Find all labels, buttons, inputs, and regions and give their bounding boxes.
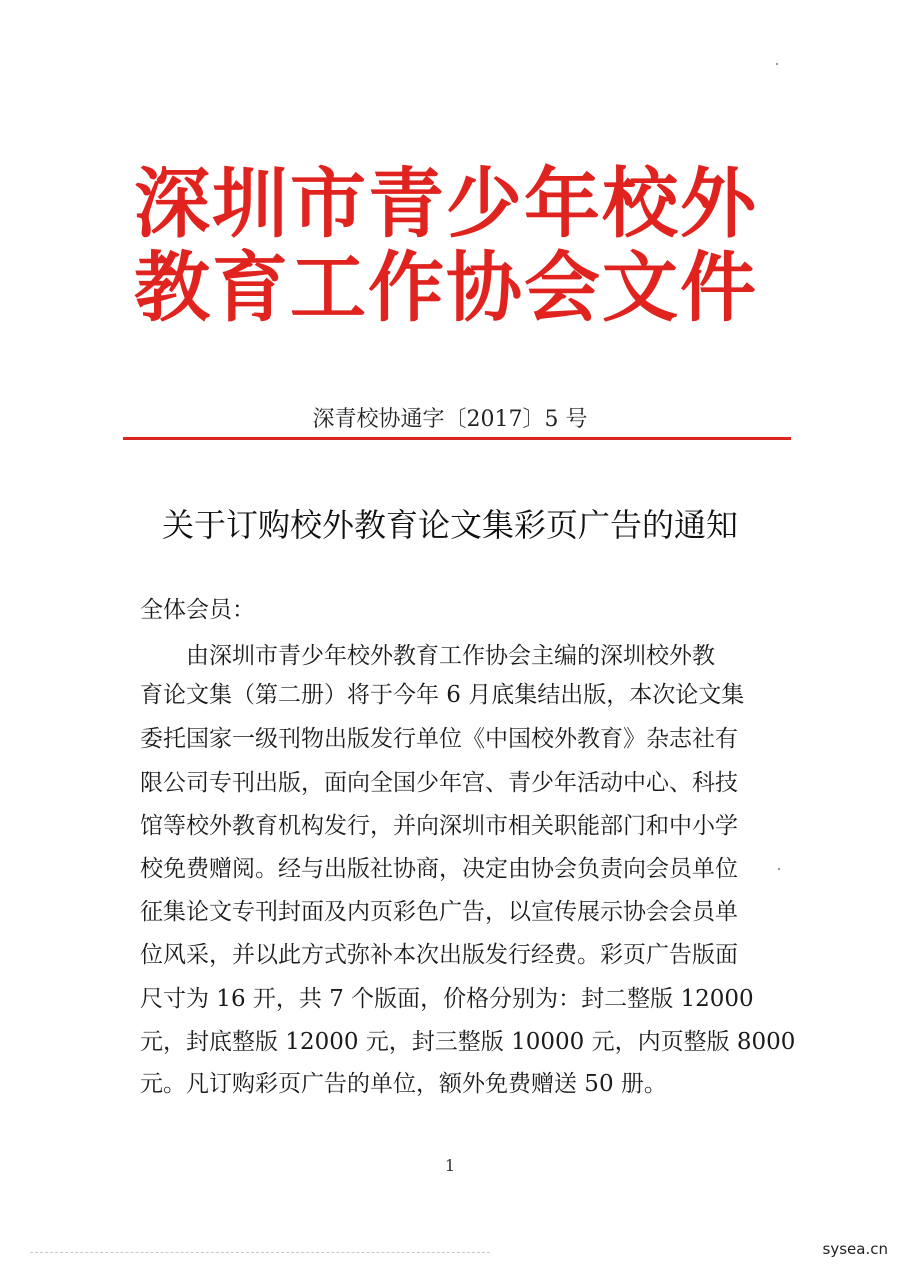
body-line: 由深圳市青少年校外教育工作协会主编的深圳校外教 [140,643,715,669]
scan-speck [776,63,778,65]
masthead-line-2: 教育工作协会文件 [134,243,758,332]
body-line: 馆等校外教育机构发行，并向深圳市相关职能部门和中小学 [140,813,738,839]
body-line: 育论文集（第二册）将于今年 6 月底集结出版，本次论文集 [140,682,745,708]
body-line: 校免费赠阅。经与出版社协商，决定由协会负责向会员单位 [140,856,738,882]
body-line: 征集论文专刊封面及内页彩色广告，以宣传展示协会会员单 [140,899,738,925]
masthead-line-1: 深圳市青少年校外 [134,159,758,248]
body-line: 元。凡订购彩页广告的单位，额外免费赠送 50 册。 [140,1071,667,1097]
body-line: 尺寸为 16 开，共 7 个版面，价格分别为：封二整版 12000 [140,986,754,1012]
document-number: 深青校协通字〔2017〕5 号 [312,407,588,432]
page-number: 1 [444,1156,456,1175]
body-line: 委托国家一级刊物出版发行单位《中国校外教育》杂志社有 [140,726,738,752]
red-divider [123,437,791,440]
salutation: 全体会员： [140,597,255,623]
body-line: 元，封底整版 12000 元，封三整版 10000 元，内页整版 8000 [140,1029,796,1055]
body-line: 限公司专刊出版，面向全国少年宫、青少年活动中心、科技 [140,770,738,796]
scan-edge-line [30,1252,490,1253]
watermark: sysea.cn [822,1240,888,1258]
notice-title: 关于订购校外教育论文集彩页广告的通知 [161,506,738,544]
scan-speck [778,868,780,870]
body-line: 位风采，并以此方式弥补本次出版发行经费。彩页广告版面 [140,942,738,968]
